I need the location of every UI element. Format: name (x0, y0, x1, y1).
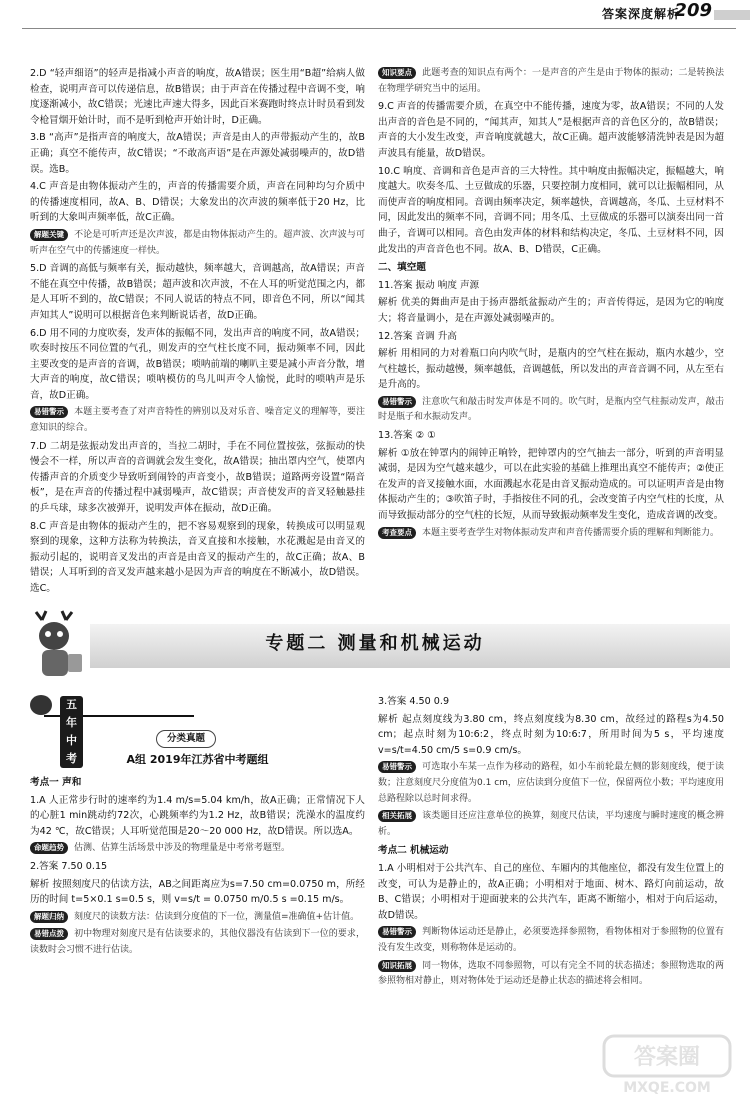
category-label: 分类真题 (156, 730, 216, 748)
note-block (378, 925, 724, 956)
note-block (378, 760, 724, 807)
note-block (378, 395, 724, 426)
note-tag: 易错点拨 (30, 928, 68, 940)
note-text: 该类题目还应注意单位的换算，刻度尺估读，平均速度与瞬时速度的概念辨析。 (378, 811, 724, 837)
note-block (30, 841, 365, 857)
section-heading: 二、填空题 (378, 262, 426, 274)
note-tag: 相关拓展 (378, 810, 416, 822)
note-tag: 知识拓展 (378, 960, 416, 972)
note-text: 初中物理对刻度尺是有估读要求的，其他仪器没有估读到下一位的要求，读数时会习惯不进行估读。 (30, 929, 365, 955)
note-tag: 易错警示 (378, 396, 416, 408)
note-text: 判断物体运动还是静止，必须要选择参照物，看物体相对于参照物的位置有没有发生改变，则称物体是运动的。 (378, 927, 724, 953)
svg-text:MXQE.COM: MXQE.COM (623, 1080, 711, 1096)
answer-paragraph: 4.C 声音是由物体振动产生的，声音的传播需要介质，声音在同种均匀介质中的传播速度相同，故A、B、D错误；大象发出的次声波的频率低于20 Hz，比听到的大象叫声频率低，故C正确。 (30, 181, 365, 224)
answer-paragraph: 7.D 二胡是弦振动发出声音的，当拉二胡时，手在不同位置按弦，弦振动的快慢会不一样，所以声音的音调就会发生变化，故A错误；抽出罩内空气，使罩内传播声音的介质变少导致听到闹铃的声音变小，故B错误；道路两旁设置“隔音板”，是在声音的传播过程中减弱噪声，故C错误；声音使发声的音叉轻触悬挂的乒乓球，球多次被弹开，说明发声体在振动，故D正确。 (30, 440, 365, 515)
note-text: 可选取小车某一点作为移动的路程，如小车前轮最左侧的影刻度线，便于读数；注意刻度尺分度值为0.1 cm，应估读到分度值下一位，保留两位小数；平均速度用总路程除以总时间求得。 (378, 762, 724, 804)
page-number: 209 (674, 0, 712, 21)
svg-text:答案圈: 答案圈 (633, 1045, 701, 1070)
right-column (378, 66, 724, 543)
note-block (30, 910, 365, 926)
answer-paragraph: 2.D “轻声细语”的轻声是指减小声音的响度，故A错误；医生用“B超”给病人做检查，说明声音可以传递信息，故B错误；由于声音在传播过程中音调不变，响度逐渐减小，故C错误；光速比声速大得多，因此百米赛跑时终点计时员看到发令枪冒烟开始计时，而不是听到枪声开始计时，D正确。 (30, 68, 365, 126)
answer-paragraph: 12.答案 音调 升高 (378, 330, 457, 342)
note-text: 估测、估算生活场景中涉及的物理量是中考常考题型。 (74, 843, 291, 854)
answer-paragraph: 8.C 声音是由物体的振动产生的，把不容易观察到的现象，转换成可以明显观察到的现象，这种方法称为转换法，音叉直接和水接触，水花溅起是由音叉的振动引起的，说明音叉发出的声音是由音叉的振动产生的，故C正确；故A、B错误；人耳听到的音叉发声越来越小是因为声音的响度在不断减小，故D错误。选C。 (30, 520, 365, 594)
header-title: 答案深度解析 (601, 7, 680, 21)
answer-paragraph: 解析 优美的舞曲声是由于扬声器纸盆振动产生的；声音传得远，是因为它的响度大；将音量调小，是在声源处减弱噪声的。 (378, 297, 724, 324)
header-rule (22, 28, 736, 29)
section-heading: 考点一 声和 (30, 777, 82, 788)
note-text: 不论是可听声还是次声波，都是由物体振动产生的。超声波、次声波与可听声在空气中的传播速度一样快。 (30, 229, 365, 256)
left-column (30, 66, 365, 599)
note-block (378, 959, 724, 990)
note-tag: 解题关键 (30, 229, 68, 241)
note-block (30, 228, 365, 259)
note-text: 注意吹气和敲击时发声体是不同的。吹气时，是瓶内空气柱振动发声，敲击时是瓶子和水振动发声。 (378, 396, 724, 423)
section-heading: 考点二 机械运动 (378, 845, 449, 857)
five-year-label: 五年中考 (60, 696, 83, 768)
note-text: 此题考查的知识点有两个：一是声音的产生是由于物体的振动；二是转换法在物理学研究当中的运用。 (378, 68, 724, 94)
group-title: A组 2019年江苏省中考题组 (126, 753, 269, 766)
note-tag: 易错警示 (30, 406, 68, 418)
answer-paragraph: 6.D 用不同的力度吹奏，发声体的振幅不同，发出声音的响度不同，故A错误；吹奏时按压不同位置的气孔，则发声的空气柱长度不同，振动频率不同，因此主要改变的是声音的音调，故B错误；唢呐前端的喇叭主要是减小声音分散，增大声音的响度，故C错误；唢呐模仿的鸟儿叫声令人愉悦，此时的唢呐声是乐音，故D正确。 (30, 327, 365, 401)
note-tag: 知识要点 (378, 67, 416, 79)
chapter-banner (0, 606, 750, 686)
answer-paragraph: 解析 按照刻度尺的估读方法，AB之间距离应为s=7.50 cm=0.0750 m，所经历的时间 t=5×0.1 s=0.5 s，则 v=s/t = 0.0750 m/0.5 s =0.15 m/s。 (30, 878, 365, 906)
note-text: 本题主要考查学生对物体振动发声和声音传播需要介质的理解和判断能力。 (422, 527, 720, 538)
right-column-lower (378, 694, 724, 992)
note-block (30, 927, 365, 958)
answer-paragraph: 解析 用相同的力对着瓶口向内吹气时，是瓶内的空气柱在振动，瓶内水越少，空气柱越长，振动越慢，频率越低，音调越低，所以发出的声音音调不同，从左至右是升高的。 (378, 348, 724, 391)
note-block (30, 405, 365, 436)
page-header (0, 0, 750, 30)
answer-paragraph: 解析 起点刻度线为3.80 cm，终点刻度线为8.30 cm，故经过的路程s为4.50 cm；起点时刻为10:6:2，终点时刻为10:6:7，所用时间为5 s，平均速度 v=s/t=4.50 cm/5 s=0.9 cm/s。 (378, 713, 724, 756)
note-tag: 易错警示 (378, 926, 416, 938)
answer-paragraph: 13.答案 ② ① (378, 430, 436, 442)
watermark-logo-icon (602, 1034, 732, 1098)
note-tag: 解题归纳 (30, 911, 68, 923)
note-text: 同一物体，选取不同参照物，可以有完全不同的状态描述；参照物选取的两参照物相对静止，则对物体处于运动还是静止状态的描述将会相同。 (378, 960, 724, 987)
answer-paragraph: 解析 ①放在钟罩内的闹钟正响铃，把钟罩内的空气抽去一部分，听到的声音明显减弱，是因为空气越来越少，可以在此实验的基础上推理出真空不能传声；②使正在发声的音叉接触水面，水面溅起水花是由音叉振动造成的。可以证明声音是由物体振动产生的；③吹笛子时，手指按住不同的孔，会改变笛子内空气柱的长度，从而导致振动部分的空气柱的长短，从而导致振动频率发生变化，造成音调的改变。 (378, 447, 724, 522)
answer-paragraph: 5.D 音调的高低与频率有关，振动越快，频率越大，音调越高，故A错误；声音不能在真空中传播，故B错误；超声波和次声波，不在人耳的听觉范围之内，都是人耳听不到的，故C错误；不同人说话的特点不同，即音色不同，所以“闻其声知其人”说明可以根据音色来判断说话者，故D正确。 (30, 263, 365, 321)
answer-paragraph: 3.B “高声”是指声音的响度大，故A错误；声音是由人的声带振动产生的，故B正确；真空不能传声，故C错误；“不敢高声语”是在声源处减弱噪声的，故D错误。选B。 (30, 132, 365, 175)
note-tag: 易错警示 (378, 761, 416, 773)
answer-paragraph: 2.答案 7.50 0.15 (30, 860, 108, 872)
answer-paragraph: 9.C 声音的传播需要介质，在真空中不能传播，速度为零，故A错误；不同的人发出声音的音色是不同的，“闻其声，知其人”是根据声音的音色区分的，故B错误；声音的大小发生改变，声音响度就越大，故C正确。超声波能够清洗钟表是因为超声波具有能量，故D错误。 (378, 101, 724, 159)
left-column-lower (30, 772, 365, 961)
chapter-title: 专题二 测量和机械运动 (265, 633, 485, 654)
header-bar (714, 10, 750, 20)
note-block (378, 66, 724, 97)
answer-paragraph: 10.C 响度、音调和音色是声音的三大特性。其中响度由振幅决定，振幅越大，响度越大。吹奏冬瓜、土豆做成的乐器，只要控制力度相同，就可以让振幅相同，从而使声音的响度相同。音调由频率决定，频率越快，音调越高，冬瓜、土豆材料不同，因此发出的频率不同，音调不同；用冬瓜、土豆做成的乐器可以演奏出同一首曲子，音调可以相同。音色由发声体的材料和结构决定，冬瓜、土豆材料不同，因此发出的声音音色也不同。故A、B、D错误，C正确。 (378, 165, 724, 255)
answer-paragraph: 1.A 小明相对于公共汽车、自己的座位、车厢内的其他座位，都没有发生位置上的改变，可认为是静止的，故A正确；小明相对于地面、树木、路灯向前运动，故B、C错误；小明相对于迎面驶来的公共汽车，距离不断缩小，相对于向后运动，故D错误。 (378, 862, 724, 921)
note-text: 刻度尺的读数方法：估读到分度值的下一位，测量值=准确值+估计值。 (74, 911, 360, 922)
answer-paragraph: 11.答案 振动 响度 声源 (378, 279, 480, 291)
answer-paragraph: 1.A 人正常步行时的速率约为1.4 m/s=5.04 km/h，故A正确；正常情况下人的心脏1 min跳动约72次，心跳频率约为1.2 Hz，故B错误；洗澡水的温度约为42 ℃，故C错误；人耳听觉范围是20～20 000 Hz，故D错误。所以选A。 (30, 794, 365, 837)
note-text: 本题主要考查了对声音特性的辨别以及对乐音、噪音定义的理解等，要注意知识的综合。 (30, 407, 365, 434)
note-block (378, 526, 724, 542)
answer-paragraph: 3.答案 4.50 0.9 (378, 696, 450, 707)
note-tag: 考查要点 (378, 527, 416, 539)
note-block (378, 809, 724, 840)
note-tag: 命题趋势 (30, 842, 68, 854)
